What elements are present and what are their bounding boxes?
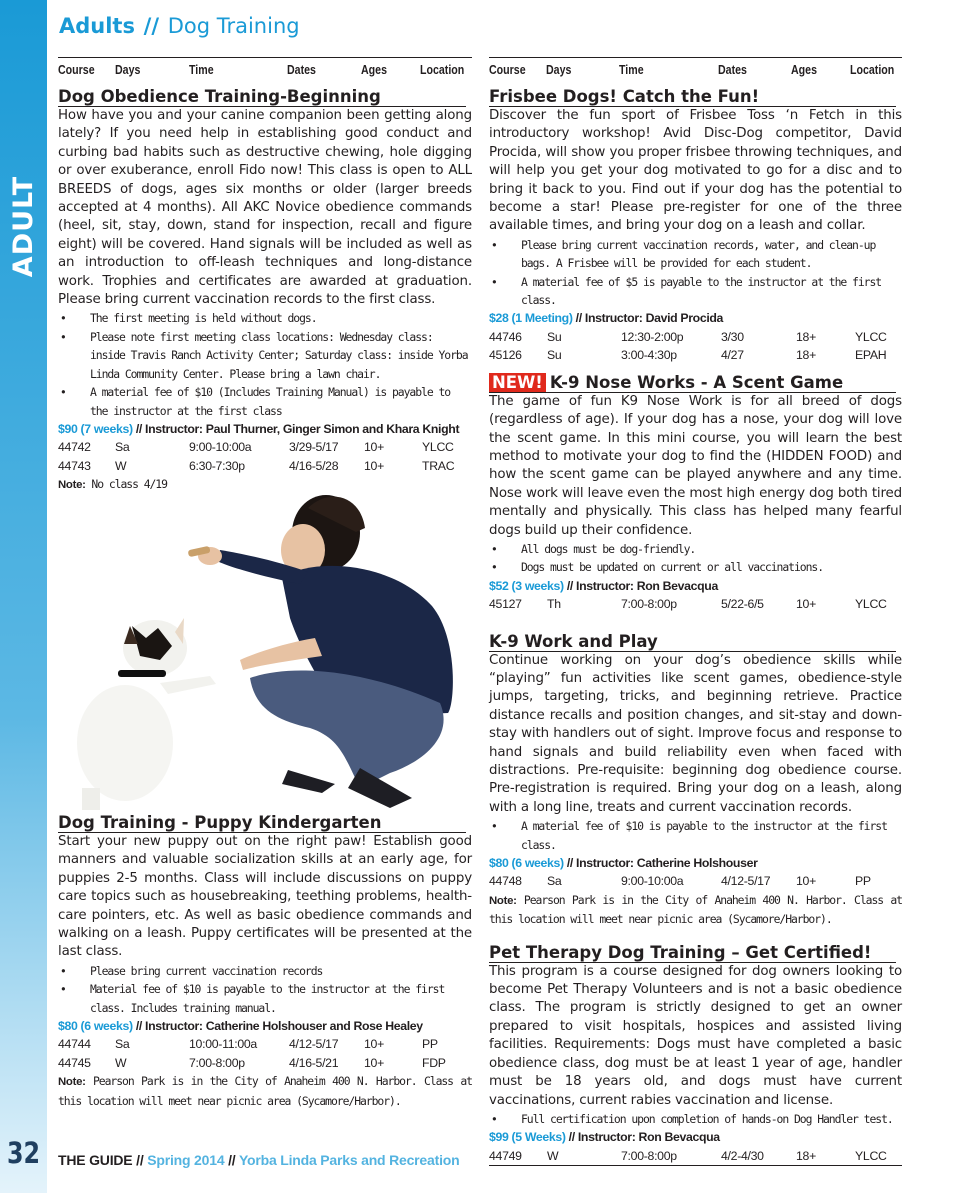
cell-dates: 3/29-5/17 bbox=[289, 440, 339, 455]
course-title bbox=[489, 373, 896, 393]
schedule-row bbox=[58, 1035, 472, 1053]
cell-days: W bbox=[547, 1148, 559, 1163]
bullet-item: • Full certification upon completion of hands-on Dog Handler test. bbox=[489, 1110, 902, 1128]
page-number: 32 bbox=[6, 1136, 41, 1170]
cell-ages: 10+ bbox=[796, 597, 816, 612]
course-title-text: K-9 Nose Works - A Scent Game bbox=[549, 372, 844, 392]
note-label: Note: bbox=[58, 1076, 86, 1089]
cell-dates: 5/22-6/5 bbox=[721, 597, 764, 612]
dog-training-photo bbox=[60, 488, 470, 818]
bullet-item: • A material fee of $10 is payable to the instructor at the first class. bbox=[489, 817, 902, 854]
course-instructor: // Instructor: Ron Bevacqua bbox=[566, 578, 718, 593]
dog-raised-paw bbox=[160, 676, 216, 694]
course-description: How have you and your canine companion been getting along lately? If you need help in establishing good conduct and curbing bad habits such as destructive chewing, hole digging or over exuberance, enroll Fido now! This class is open to ALL BREEDS of dogs, ages six months or older (larger breeds accepted at 4 months). All AKC Novice obedience commands (heel, sit, stay, down, stand for inspection, recall and figure eight) will be covered. Hand signals will be included as well as an introduction to off-leash techniques and long-distance work. Trophies and certificates are awarded at graduation. Please bring current vaccination records to the first class. bbox=[58, 108, 472, 308]
course-puppy bbox=[58, 813, 472, 1110]
bullet-item: • The first meeting is held without dogs. bbox=[58, 309, 472, 327]
cell-location: PP bbox=[855, 874, 871, 889]
course-price: $28 (1 Meeting) bbox=[489, 311, 573, 326]
course-price: $52 (3 weeks) bbox=[489, 578, 564, 593]
table-header bbox=[489, 57, 902, 81]
cell-time: 7:00-8:00p bbox=[189, 1055, 245, 1070]
cell-time: 12:30-2:00p bbox=[621, 329, 684, 344]
cell-time: 7:00-8:00p bbox=[621, 1148, 677, 1163]
section-title bbox=[59, 14, 300, 38]
cell-ages: 10+ bbox=[364, 458, 384, 473]
cell-days: Sa bbox=[115, 440, 130, 455]
cell-ages: 10+ bbox=[364, 1037, 384, 1052]
cell-course: 44746 bbox=[489, 329, 522, 344]
cell-time: 9:00-10:00a bbox=[621, 874, 684, 889]
header-location: Location bbox=[419, 62, 465, 77]
cell-days: Su bbox=[547, 329, 562, 344]
cell-location: EPAH bbox=[855, 348, 887, 363]
course-fee bbox=[489, 1128, 902, 1146]
bullet-item: • All dogs must be dog-friendly. bbox=[489, 540, 902, 558]
course-bullets bbox=[58, 309, 472, 419]
course-price: $99 (5 Weeks) bbox=[489, 1130, 566, 1145]
cell-course: 45126 bbox=[489, 348, 522, 363]
cell-ages: 10+ bbox=[796, 874, 816, 889]
schedule-row bbox=[489, 595, 902, 613]
cell-time: 10:00-11:00a bbox=[189, 1037, 257, 1052]
course-bullets bbox=[489, 236, 902, 310]
cell-ages: 10+ bbox=[364, 1055, 384, 1070]
cell-course: 44744 bbox=[58, 1037, 91, 1052]
course-bullets bbox=[489, 1110, 902, 1128]
section-sub: Dog Training bbox=[167, 14, 300, 38]
course-description: Start your new puppy out on the right paw! Establish good manners and valuable socialization skills at an early age, for puppies 2-5 months. Class will include discussions on puppy care topics such as housebreaking, teething problems, health-care pointers, etc. As well as basic obedience commands and walking on a leash. Puppy certificates will be presented at the last class. bbox=[58, 834, 472, 960]
course-bullets bbox=[58, 962, 472, 1017]
cell-course: 44748 bbox=[489, 874, 522, 889]
header-dates: Dates bbox=[717, 62, 747, 77]
cell-ages: 18+ bbox=[796, 348, 816, 363]
dog-collar bbox=[118, 670, 166, 677]
course-note bbox=[58, 1072, 472, 1110]
course-fee bbox=[58, 420, 472, 438]
schedule-row bbox=[58, 1054, 472, 1072]
course-price: $80 (6 weeks) bbox=[58, 1019, 133, 1034]
course-instructor: // Instructor: Catherine Holshouser and Rose Healey bbox=[135, 1019, 423, 1034]
cell-course: 45127 bbox=[489, 597, 522, 612]
course-description: Discover the fun sport of Frisbee Toss ‘n Fetch in this introductory workshop! Avid Disc-Dog competitor, David Procida, will show you proper frisbee throwing techniques, and will help you get your dog motivated to go for a disc and to bring it back to you. Find out if your dog has the potential to become a star! Please pre-register for one of the three available times, and bring your dog on a leash and collar. bbox=[489, 108, 902, 234]
cell-location: YLCC bbox=[855, 1148, 887, 1163]
course-pet-therapy bbox=[489, 943, 902, 1166]
note-text: Pearson Park is in the City of Anaheim 400 N. Harbor. Class at this location will meet near picnic area (Sycamore/Harbor). bbox=[58, 1074, 472, 1108]
table-header bbox=[58, 57, 472, 81]
cell-location: TRAC bbox=[422, 458, 455, 473]
header-ages: Ages bbox=[790, 62, 817, 77]
cell-dates: 3/30 bbox=[721, 329, 744, 344]
sidebar-label-text: ADULT bbox=[8, 175, 40, 277]
cell-time: 7:00-8:00p bbox=[621, 597, 677, 612]
footer-org: Yorba Linda Parks and Recreation bbox=[238, 1152, 460, 1168]
course-bullets bbox=[489, 540, 902, 577]
footer-guide: THE GUIDE bbox=[58, 1152, 133, 1168]
woman-arm-lower bbox=[240, 638, 322, 670]
header-time: Time bbox=[188, 62, 214, 77]
cell-days: W bbox=[115, 1055, 127, 1070]
course-instructor: // Instructor: Ron Bevacqua bbox=[568, 1130, 720, 1145]
dog-body bbox=[77, 685, 173, 801]
cell-ages: 18+ bbox=[796, 329, 816, 344]
course-fee bbox=[58, 1017, 472, 1035]
footer-separator: // bbox=[136, 1152, 144, 1168]
note-label: Note: bbox=[489, 894, 517, 907]
course-title: Frisbee Dogs! Catch the Fun! bbox=[489, 87, 896, 107]
header-days: Days bbox=[546, 62, 572, 77]
cell-time: 6:30-7:30p bbox=[189, 458, 245, 473]
header-ages: Ages bbox=[360, 62, 387, 77]
course-work-play bbox=[489, 632, 902, 929]
course-title: K-9 Work and Play bbox=[489, 632, 896, 652]
schedule-row bbox=[58, 457, 472, 475]
course-description: The game of fun K9 Nose Work is for all breed of dogs (regardless of age). If your dog has a nose, your dog will love the scent game. In this mini course, you will learn the best method to motivate your dog to find the (HIDDEN FOOD) and how the scent game can be played anywhere and any time. Nose work will leave even the most high energy dog both tired mentally and physically. This class has helped many fearful dogs build up their confidence. bbox=[489, 393, 902, 538]
footer-season: Spring 2014 bbox=[147, 1152, 225, 1168]
woman-shoe-back bbox=[282, 770, 335, 793]
cell-dates: 4/16-5/21 bbox=[289, 1055, 339, 1070]
cell-course: 44743 bbox=[58, 458, 91, 473]
note-label: Note: bbox=[58, 479, 86, 492]
cell-ages: 10+ bbox=[364, 440, 384, 455]
bullet-item: • Dogs must be updated on current or all vaccinations. bbox=[489, 558, 902, 576]
cell-days: W bbox=[115, 458, 127, 473]
cell-days: Sa bbox=[115, 1037, 130, 1052]
cell-location: YLCC bbox=[855, 597, 887, 612]
bullet-item: • Please bring current vaccination records bbox=[58, 962, 472, 980]
course-bullets bbox=[489, 817, 902, 854]
note-text: Pearson Park is in the City of Anaheim 400 N. Harbor. Class at this location will meet near picnic area (Sycamore/Harbor). bbox=[489, 892, 902, 927]
cell-dates: 4/12-5/17 bbox=[289, 1037, 339, 1052]
cell-location: YLCC bbox=[422, 440, 454, 455]
cell-ages: 18+ bbox=[796, 1148, 816, 1163]
bullet-item: • Please bring current vaccination records, water, and clean-up bags. A Frisbee will be provided for each student. bbox=[489, 236, 902, 273]
cell-time: 3:00-4:30p bbox=[621, 348, 677, 363]
header-course: Course bbox=[489, 62, 526, 77]
header-dates: Dates bbox=[287, 62, 317, 77]
course-price: $90 (7 weeks) bbox=[58, 421, 133, 436]
schedule-row bbox=[489, 1147, 902, 1166]
cell-course: 44749 bbox=[489, 1148, 522, 1163]
cell-dates: 4/2-4/30 bbox=[721, 1148, 764, 1163]
cell-days: Th bbox=[547, 597, 561, 612]
course-description: Continue working on your dog’s obedience skills while “playing” fun activities like scent games, obedience-style jumps, targeting, tricks, and beginning retrieve. Practice distance recalls and position changes, and sit-stay and down-stay with handlers out of sight. Improve focus and response to hand signals and build reliability even when faced with distractions. Pre-requisite: beginning dog obedience course. Pre-registration is required. Bring your dog on a leash, along with a long line, treats and current vaccination records. bbox=[489, 652, 902, 815]
cell-dates: 4/27 bbox=[721, 348, 744, 363]
cell-days: Sa bbox=[547, 874, 562, 889]
course-fee bbox=[489, 577, 902, 595]
course-title: Dog Obedience Training-Beginning bbox=[58, 87, 466, 107]
course-price: $80 (6 weeks) bbox=[489, 856, 564, 871]
course-frisbee bbox=[489, 87, 902, 365]
right-column bbox=[489, 57, 902, 1166]
section-separator: // bbox=[143, 14, 160, 38]
schedule-row bbox=[58, 438, 472, 456]
bullet-item: • A material fee of $10 (Includes Training Manual) is payable to the instructor at the first class bbox=[58, 383, 472, 420]
cell-course: 44742 bbox=[58, 440, 91, 455]
dog-leg bbox=[82, 788, 100, 810]
footer-separator: // bbox=[228, 1152, 236, 1168]
course-instructor: // Instructor: David Procida bbox=[575, 311, 724, 326]
header-days: Days bbox=[115, 62, 141, 77]
cell-days: Su bbox=[547, 348, 562, 363]
course-fee bbox=[489, 309, 902, 327]
course-instructor: // Instructor: Catherine Holshouser bbox=[566, 856, 758, 871]
sidebar-label bbox=[1, 168, 46, 284]
bullet-item: • Material fee of $10 is payable to the instructor at the first class. Includes training manual. bbox=[58, 980, 472, 1017]
course-nose-works bbox=[489, 373, 902, 614]
course-title: Dog Training - Puppy Kindergarten bbox=[58, 813, 466, 833]
note-text: No class 4/19 bbox=[91, 477, 167, 492]
cell-location: PP bbox=[422, 1037, 438, 1052]
course-instructor: // Instructor: Paul Thurner, Ginger Simon and Khara Knight bbox=[135, 421, 460, 436]
course-fee bbox=[489, 854, 902, 872]
course-description: This program is a course designed for dog owners looking to become Pet Therapy Volunteers and is not a basic obedience class. The program is strictly designed to get an owner prepared to visit hospitals, hospices and assisted living facilities. Requirements: Dogs must have completed a basic obedience class, dog must be at least 1 year of age, handler must be 18 years old, and dogs must have current vaccinations, current rabies vaccination and license. bbox=[489, 963, 902, 1108]
cell-location: FDP bbox=[422, 1055, 446, 1070]
new-badge: NEW! bbox=[489, 373, 546, 392]
cell-location: YLCC bbox=[855, 329, 887, 344]
course-title: Pet Therapy Dog Training – Get Certified! bbox=[489, 943, 896, 963]
header-course: Course bbox=[58, 62, 95, 77]
bullet-item: • A material fee of $5 is payable to the instructor at the first class. bbox=[489, 273, 902, 310]
page-footer bbox=[58, 1152, 459, 1168]
schedule-row bbox=[489, 328, 902, 346]
cell-dates: 4/12-5/17 bbox=[721, 874, 771, 889]
header-location: Location bbox=[849, 62, 895, 77]
schedule-row bbox=[489, 346, 902, 364]
course-note bbox=[489, 891, 902, 929]
course-obedience bbox=[58, 87, 472, 495]
cell-dates: 4/16-5/28 bbox=[289, 458, 339, 473]
section-main: Adults bbox=[59, 14, 135, 38]
schedule-row bbox=[489, 872, 902, 890]
bullet-item: • Please note first meeting class locations: Wednesday class: inside Travis Ranch Activity Center; Saturday class: inside Yorba Linda Community Center. Please bring a lawn chair. bbox=[58, 328, 472, 383]
cell-course: 44745 bbox=[58, 1055, 91, 1070]
cell-time: 9:00-10:00a bbox=[189, 440, 252, 455]
header-time: Time bbox=[619, 62, 644, 77]
left-column bbox=[58, 57, 472, 495]
